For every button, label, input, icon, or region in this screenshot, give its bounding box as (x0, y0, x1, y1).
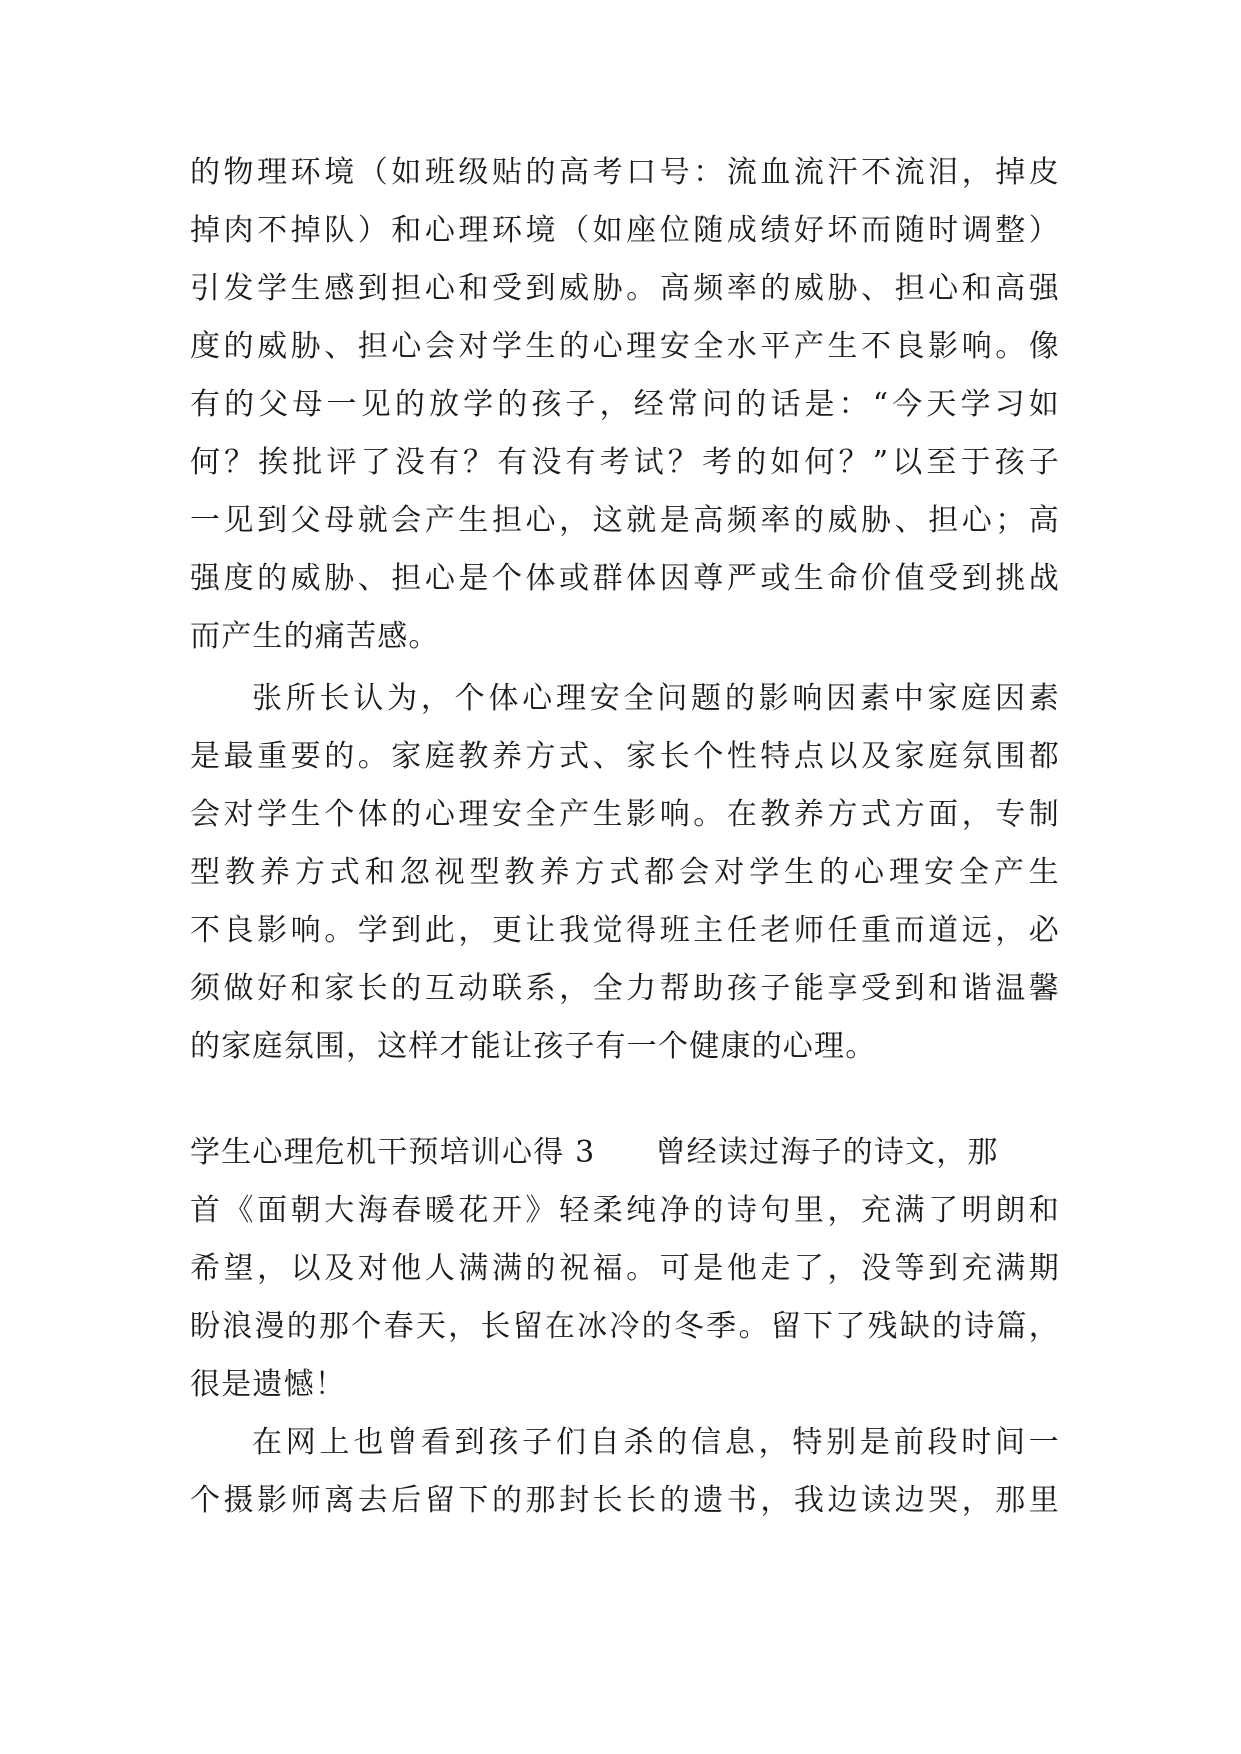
paragraph-family-factors (190, 670, 1060, 1076)
text-line: 盼浪漫的那个春天，长留在冰冷的冬季。留下了残缺的诗篇， (190, 1309, 1060, 1344)
text-line: 强度的威胁、担心是个体或群体因尊严或生命价值受到挑战 (190, 561, 1060, 596)
section-heading-paragraph (190, 1124, 1060, 1414)
text-line: 的物理环境（如班级贴的高考口号：流血流汗不流泪，掉皮 (190, 155, 1060, 190)
text-line: 的家庭氛围，这样才能让孩子有一个健康的心理。 (190, 1029, 877, 1064)
text-line: 会对学生个体的心理安全产生影响。在教养方式方面，专制 (190, 797, 1060, 832)
text-line: 何？挨批评了没有？有没有考试？考的如何？”以至于孩子 (190, 445, 1060, 480)
text-line: 引发学生感到担心和受到威胁。高频率的威胁、担心和高强 (190, 271, 1060, 306)
text-line: 度的威胁、担心会对学生的心理安全水平产生不良影响。像 (190, 329, 1060, 364)
section-heading: 学生心理危机干预培训心得 3 (190, 1135, 596, 1170)
paragraph-online-news (190, 1414, 1060, 1530)
text-line: 须做好和家长的互动联系，全力帮助孩子能享受到和谐温馨 (190, 971, 1060, 1006)
heading-line (190, 1124, 1060, 1182)
text-line: 掉肉不掉队）和心理环境（如座位随成绩好坏而随时调整） (190, 213, 1060, 248)
text-line: 张所长认为，个体心理安全问题的影响因素中家庭因素 (252, 681, 1060, 716)
text-line: 而产生的痛苦感。 (190, 619, 440, 654)
text-line: 有的父母一见的放学的孩子，经常问的话是：“今天学习如 (190, 387, 1060, 422)
text-line: 在网上也曾看到孩子们自杀的信息，特别是前段时间一 (252, 1425, 1060, 1460)
text-line: 很是遗憾！ (190, 1367, 346, 1402)
text-line: 首《面朝大海春暖花开》轻柔纯净的诗句里，充满了明朗和 (190, 1193, 1060, 1228)
text-line: 是最重要的。家庭教养方式、家长个性特点以及家庭氛围都 (190, 739, 1060, 774)
text-line: 一见到父母就会产生担心，这就是高频率的威胁、担心；高 (190, 503, 1060, 538)
text-line-rest: 曾经读过海子的诗文，那 (655, 1135, 999, 1170)
text-line: 希望，以及对他人满满的祝福。可是他走了，没等到充满期 (190, 1251, 1060, 1286)
text-line: 个摄影师离去后留下的那封长长的遗书，我边读边哭，那里 (190, 1483, 1060, 1518)
paragraph-continuation (190, 144, 1060, 666)
text-line: 不良影响。学到此，更让我觉得班主任老师任重而道远，必 (190, 913, 1060, 948)
text-line: 型教养方式和忽视型教养方式都会对学生的心理安全产生 (190, 855, 1060, 890)
